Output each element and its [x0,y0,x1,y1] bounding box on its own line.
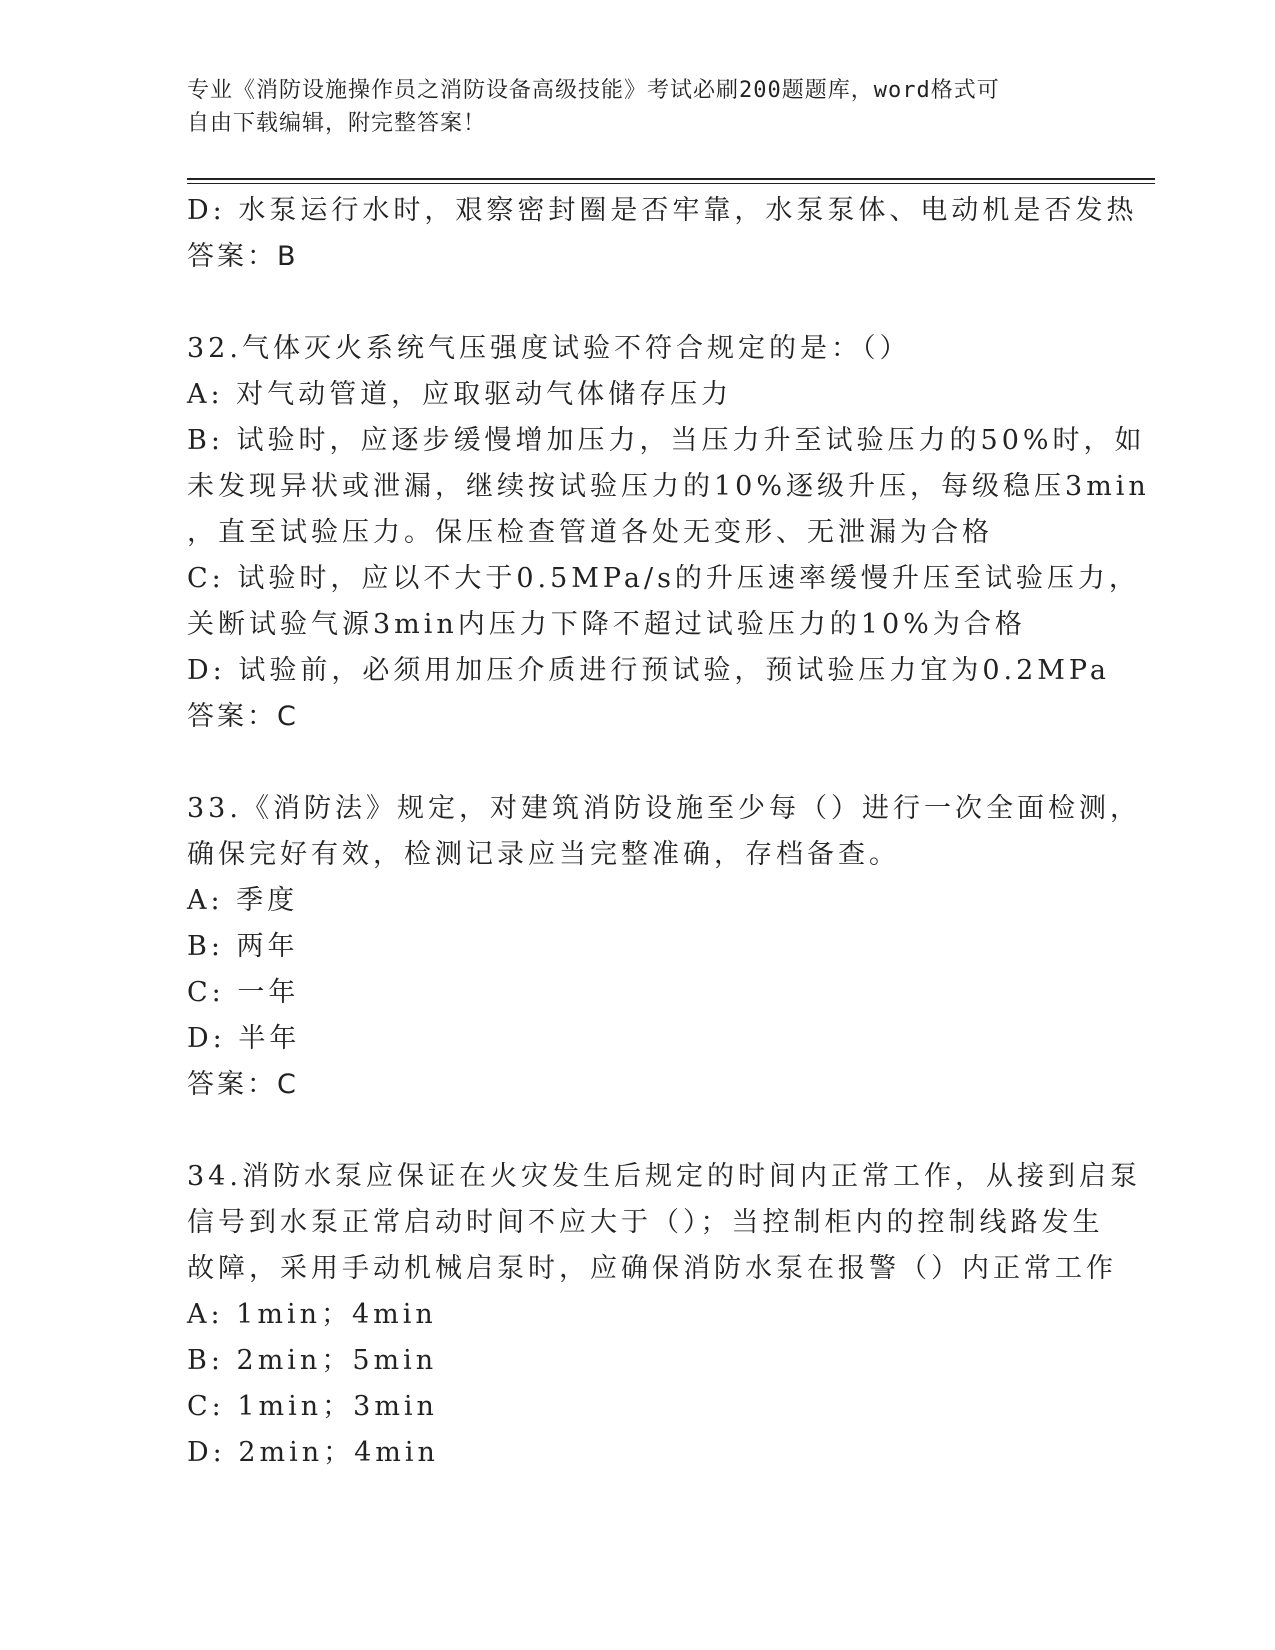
option-c: C: 1min；3min [187,1391,438,1422]
question-33 [187,786,1141,1108]
option-a: A: 季度 [187,885,299,916]
option-c: C: 一年 [187,977,300,1008]
option-c-line-2: 关断试验气源3min内压力下降不超过试验压力的10%为合格 [187,609,1026,640]
question-stem-line-3: 故障，采用手动机械启泵时，应确保消防水泵在报警（）内正常工作 [187,1253,1117,1284]
answer: 答案：C [187,701,299,732]
question-stem-line-2: 信号到水泵正常启动时间不应大于（）；当控制柜内的控制线路发生 [187,1207,1104,1238]
option-d: D: 2min；4min [187,1437,439,1468]
spacer [187,280,1087,326]
question-31 [187,188,1138,280]
option-b-line-3: ，直至试验压力。保压检查管道各处无变形、无泄漏为合格 [187,517,993,548]
option-b-line-1: B: 试验时，应逐步缓慢增加压力，当压力升至试验压力的50%时，如 [187,425,1146,456]
option-d: D: 水泵运行水时，艰察密封圈是否牢靠，水泵泵体、电动机是否发热 [187,195,1138,226]
option-c-line-1: C: 试验时，应以不大于0.5MPa/s的升压速率缓慢升压至试验压力， [187,563,1140,594]
option-b-line-2: 未发现异状或泄漏，继续按试验压力的10%逐级升压，每级稳压3min [187,471,1150,502]
spacer [187,1108,1087,1154]
question-stem-line-2: 确保完好有效，检测记录应当完整准确，存档备查。 [187,839,900,870]
option-d: D: 半年 [187,1023,301,1054]
question-stem: 32.气体灭火系统气压强度试验不符合规定的是：（） [187,333,911,364]
option-d: D: 试验前，必须用加压介质进行预试验，预试验压力宜为0.2MPa [187,655,1110,686]
header-line-2: 自由下载编辑，附完整答案！ [187,111,487,136]
option-b: B: 两年 [187,931,299,962]
answer: 答案：C [187,1069,299,1100]
option-b: B: 2min；5min [187,1345,438,1376]
spacer [187,740,1087,786]
header-divider [187,178,1155,184]
header-line-1: 专业《消防设施操作员之消防设备高级技能》考试必刷200题题库，word格式可 [187,78,1000,103]
question-stem-line-1: 33.《消防法》规定，对建筑消防设施至少每（）进行一次全面检测， [187,793,1141,824]
question-stem-line-1: 34.消防水泵应保证在火灾发生后规定的时间内正常工作，从接到启泵 [187,1161,1141,1192]
answer: 答案：B [187,241,299,272]
question-list [187,188,1150,1476]
page-header [187,74,1067,140]
question-32 [187,326,1150,740]
question-34 [187,1154,1141,1476]
option-a: A: 1min；4min [187,1299,437,1330]
option-a: A: 对气动管道，应取驱动气体储存压力 [187,379,733,410]
